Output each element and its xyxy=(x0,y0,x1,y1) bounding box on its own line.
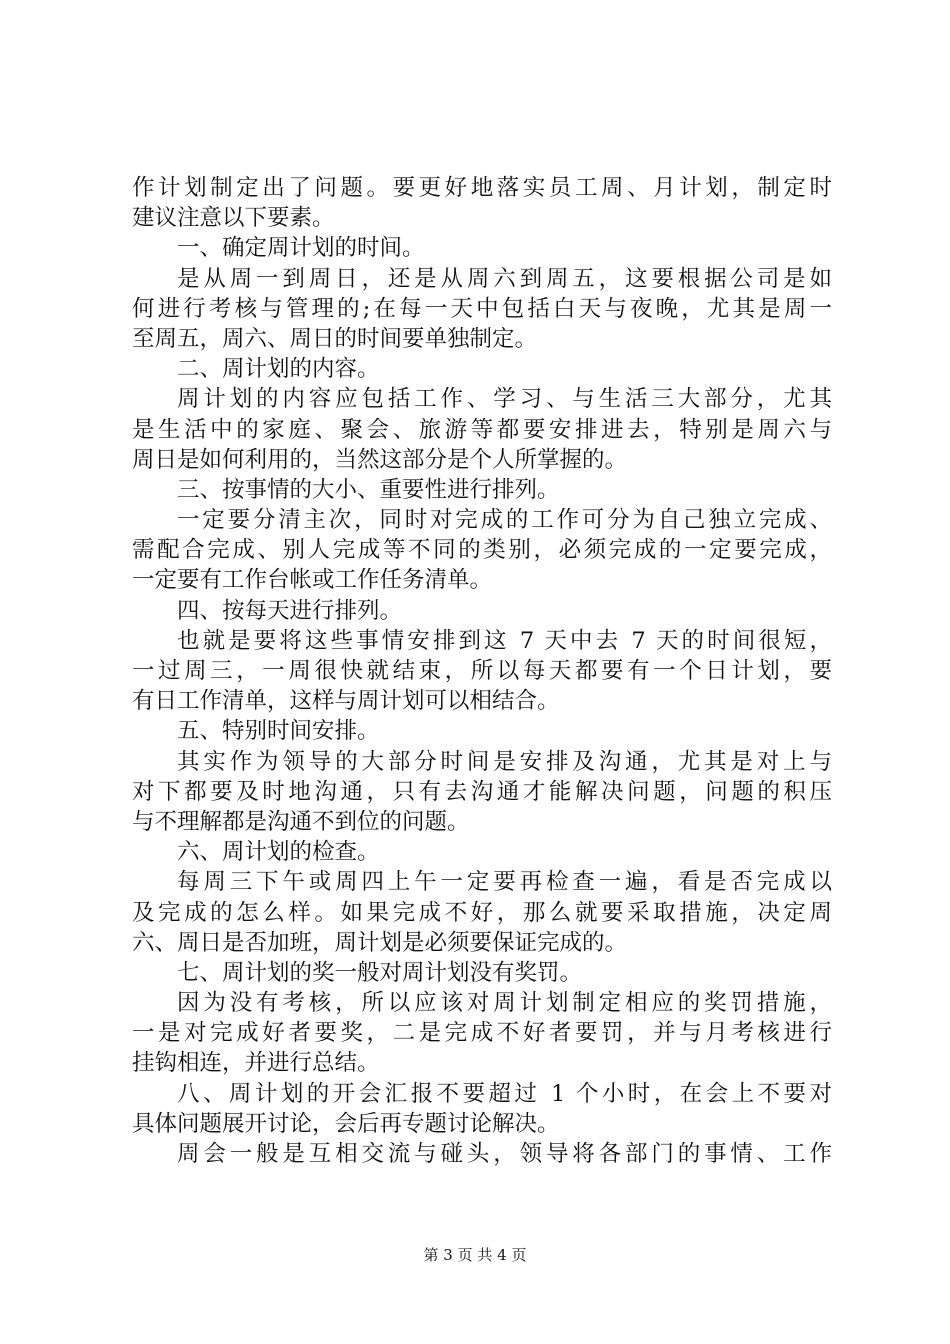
text-line: 因为没有考核，所以应该对周计划制定相应的奖罚措施， xyxy=(177,990,832,1017)
text-line: 其实作为领导的大部分时间是安排及沟通，尤其是对上与 xyxy=(177,748,832,775)
text-line: 及完成的怎么样。如果完成不好，那么就要采取措施，决定周 xyxy=(132,899,832,926)
text-line: 何进行考核与管理的;在每一天中包括白天与夜晚，尤其是周一 xyxy=(132,295,832,322)
section-heading: 八、周计划的开会汇报不要超过 1 个小时，在会上不要对 xyxy=(177,1080,832,1107)
section-heading: 一、确定周计划的时间。 xyxy=(177,235,425,262)
text-line: 与不理解都是沟通不到位的问题。 xyxy=(132,808,470,835)
text-line: 也就是要将这些事情安排到这 7 天中去 7 天的时间很短， xyxy=(177,627,832,654)
text-line: 是从周一到周日，还是从周六到周五，这要根据公司是如 xyxy=(177,265,832,292)
text-line: 作计划制定出了问题。要更好地落实员工周、月计划，制定时 xyxy=(132,175,832,201)
text-line: 挂钩相连，并进行总结。 xyxy=(132,1050,380,1077)
text-line: 一定要有工作台帐或工作任务清单。 xyxy=(132,567,493,594)
page-footer: 第 3 页 共 4 页 xyxy=(423,1246,527,1264)
text-line: 具体问题展开讨论，会后再专题讨论解决。 xyxy=(132,1110,560,1137)
text-line: 一过周三，一周很快就结束，所以每天都要有一个日计划，要 xyxy=(132,658,832,684)
text-line: 一是对完成好者要奖，二是完成不好者要罚，并与月考核进行 xyxy=(132,1020,832,1047)
section-heading: 六、周计划的检查。 xyxy=(177,839,380,866)
text-line: 对下都要及时地沟通，只有去沟通才能解决问题，问题的积压 xyxy=(132,778,832,805)
document-body xyxy=(132,173,832,1169)
text-line: 周日是如何利用的，当然这部分是个人所掌握的。 xyxy=(132,446,628,473)
text-line: 是生活中的家庭、聚会、旅游等都要安排进去，特别是周六与 xyxy=(132,416,832,443)
text-line: 每周三下午或周四上午一定要再检查一遍，看是否完成以 xyxy=(177,869,832,896)
section-heading: 二、周计划的内容。 xyxy=(177,356,380,383)
text-line: 建议注意以下要素。 xyxy=(132,205,335,232)
section-heading: 五、特别时间安排。 xyxy=(177,718,380,745)
text-line: 需配合完成、别人完成等不同的类别，必须完成的一定要完成， xyxy=(132,537,832,564)
text-line: 周计划的内容应包括工作、学习、与生活三大部分，尤其 xyxy=(177,386,832,413)
text-line: 周会一般是互相交流与碰头，领导将各部门的事情、工作 xyxy=(177,1141,832,1167)
text-line: 一定要分清主次，同时对完成的工作可分为自己独立完成、 xyxy=(177,507,832,534)
section-heading: 三、按事情的大小、重要性进行排列。 xyxy=(177,476,560,503)
text-line: 有日工作清单，这样与周计划可以相结合。 xyxy=(132,688,560,715)
section-heading: 七、周计划的奖一般对周计划没有奖罚。 xyxy=(177,959,583,986)
section-heading: 四、按每天进行排列。 xyxy=(177,597,403,624)
text-line: 六、周日是否加班，周计划是必须要保证完成的。 xyxy=(132,929,628,956)
text-line: 至周五，周六、周日的时间要单独制定。 xyxy=(132,325,538,352)
